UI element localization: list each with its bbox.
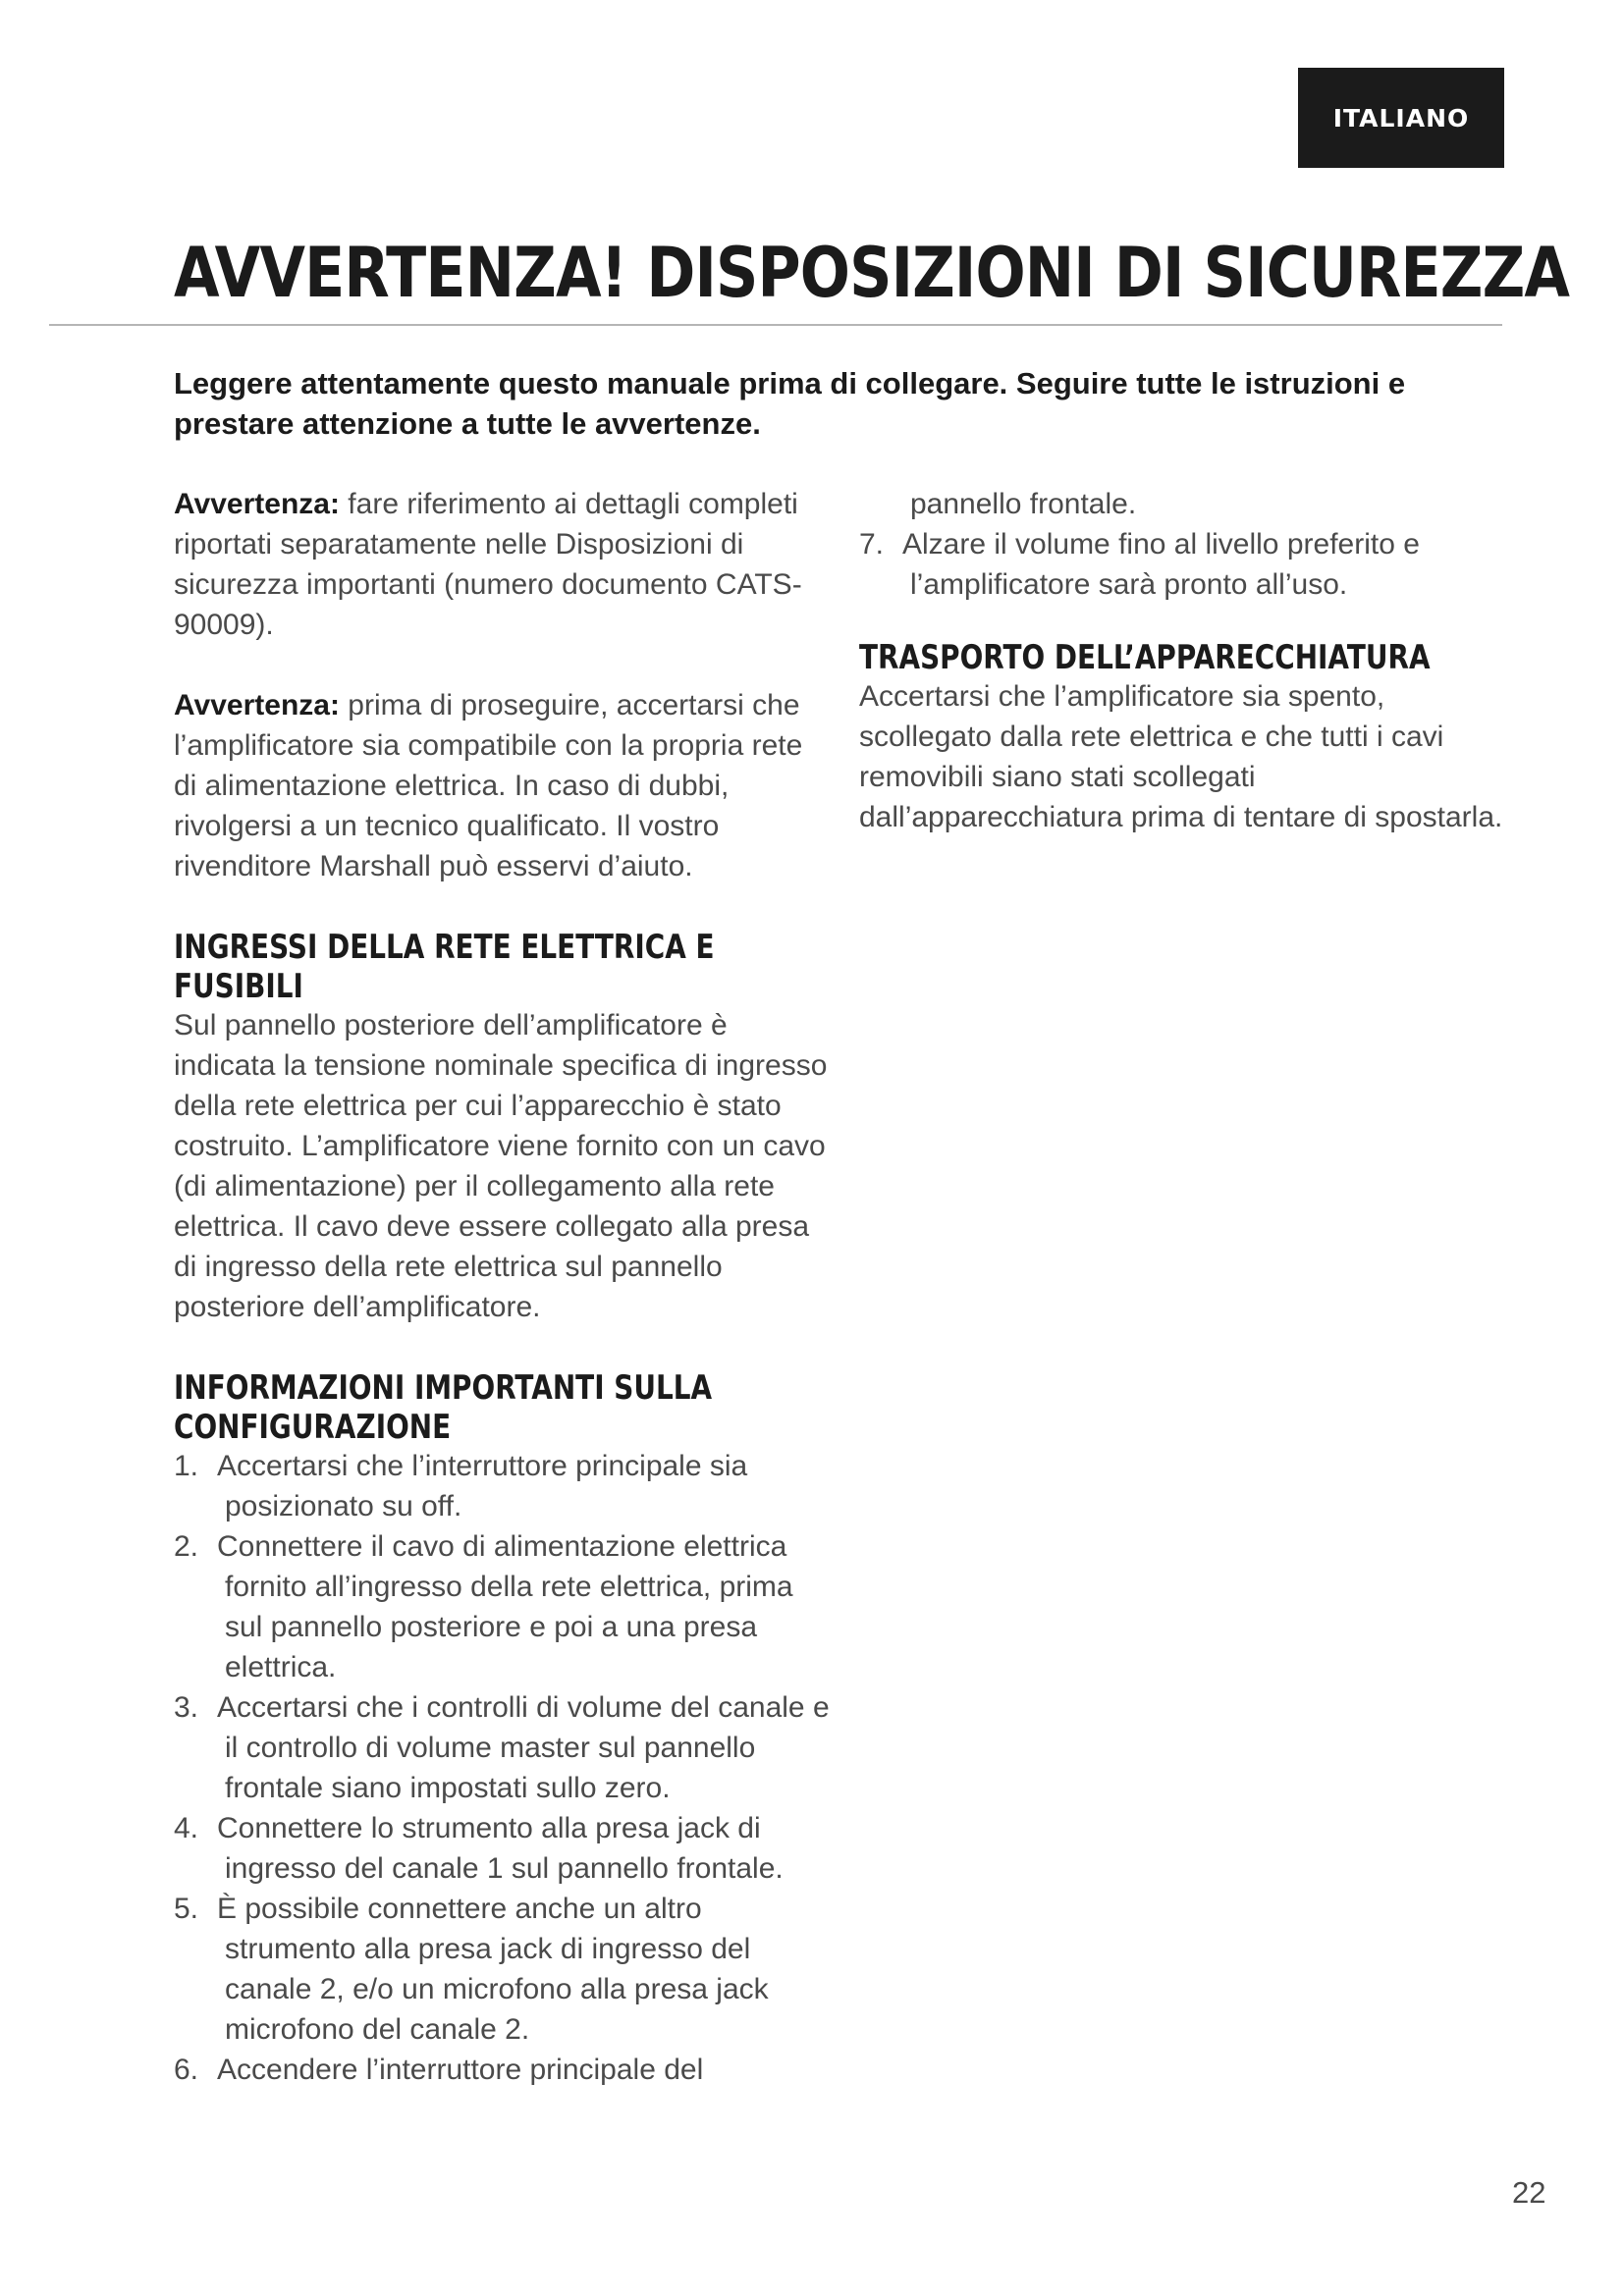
intro-text: Leggere attentamente questo manuale prima di collegare. Seguire tutte le istruzioni e prestare attenzione a tutte le avvertenze. [174,366,1406,441]
step-text: Accendere l’interruttore principale del [217,2054,704,2086]
step-number: 4. [174,1812,199,1844]
step-number: 6. [174,2054,199,2086]
setup-step-4 [174,1808,832,1889]
step-number: 5. [174,1893,199,1925]
step-text: Connettere lo strumento alla presa jack di ingresso del canale 1 sul pannello frontale. [217,1812,784,1885]
step-text: Connettere il cavo di alimentazione elettrica fornito all’ingresso della rete elettrica, prima sul pannello posteriore e poi a una presa elettrica. [217,1530,793,1683]
warning-label: Avvertenza: [174,689,340,721]
page-title: AVVERTENZA! DISPOSIZIONI DI SICUREZZA [174,233,1570,313]
setup-heading-line-2: CONFIGURAZIONE [174,1408,452,1447]
mains-heading-line-2: FUSIBILI [174,967,303,1006]
mains-heading-line-1: INGRESSI DELLA RETE ELETTRICA E [174,928,715,967]
setup-step-3 [174,1687,832,1808]
language-tab: ITALIANO [1298,68,1504,168]
setup-step-5 [174,1889,832,2050]
right-column [859,484,1507,837]
step-text: È possibile connettere anche un altro strumento alla presa jack di ingresso del canale 2, e/o un microfono alla presa jack microfono del canale 2. [217,1893,769,2046]
page-number: 22 [1512,2175,1546,2210]
left-column [174,484,832,2090]
setup-step-6 [174,2050,832,2090]
setup-step-2 [174,1526,832,1687]
warning-text: fare riferimento ai dettagli completi riportati separatamente nelle Disposizioni di sicurezza importanti (numero documento CATS-90009). [174,488,802,641]
step-text: Accertarsi che l’interruttore principale sia posizionato su off. [217,1450,748,1522]
step-number: 1. [174,1450,199,1482]
setup-steps-list [174,1446,832,2090]
setup-heading-line-1: INFORMAZIONI IMPORTANTI SULLA [174,1368,713,1408]
warning-paragraph-1 [174,484,832,645]
step-number: 7. [859,528,885,561]
warning-text: prima di proseguire, accertarsi che l’amplificatore sia compatibile con la propria rete di alimentazione elettrica. In caso di dubbi, rivolgersi a un tecnico qualificato. Il vostro rivenditore Marshall può esservi d’aiuto. [174,689,803,882]
warning-label: Avvertenza: [174,488,340,520]
setup-step-6-continued: pannello frontale. [910,488,1137,520]
transport-heading: TRASPORTO DELL’APPARECCHIATURA [859,638,1431,677]
step-text: Accertarsi che i controlli di volume del canale e il controllo di volume master sul pannello frontale siano impostati sullo zero. [217,1691,830,1804]
setup-step-1 [174,1446,832,1526]
step-text: Alzare il volume fino al livello preferito e l’amplificatore sarà pronto all’uso. [902,528,1420,601]
warning-paragraph-2 [174,685,832,886]
title-divider [49,324,1502,326]
setup-step-7 [859,524,1507,605]
mains-text: Sul pannello posteriore dell’amplificatore è indicata la tensione nominale specifica di ingresso della rete elettrica per cui l’apparecchio è stato costruito. L’amplificatore viene fornito con un cavo (di alimentazione) per il collegamento alla rete elettrica. Il cavo deve essere collegato alla presa di ingresso della rete elettrica sul pannello posteriore dell’amplificatore. [174,1009,828,1323]
transport-text: Accertarsi che l’amplificatore sia spento, scollegato dalla rete elettrica e che tutti i cavi removibili siano stati scollegati dall’apparecchiatura prima di tentare di spostarla. [859,680,1503,833]
step-number: 3. [174,1691,199,1724]
step-number: 2. [174,1530,199,1563]
